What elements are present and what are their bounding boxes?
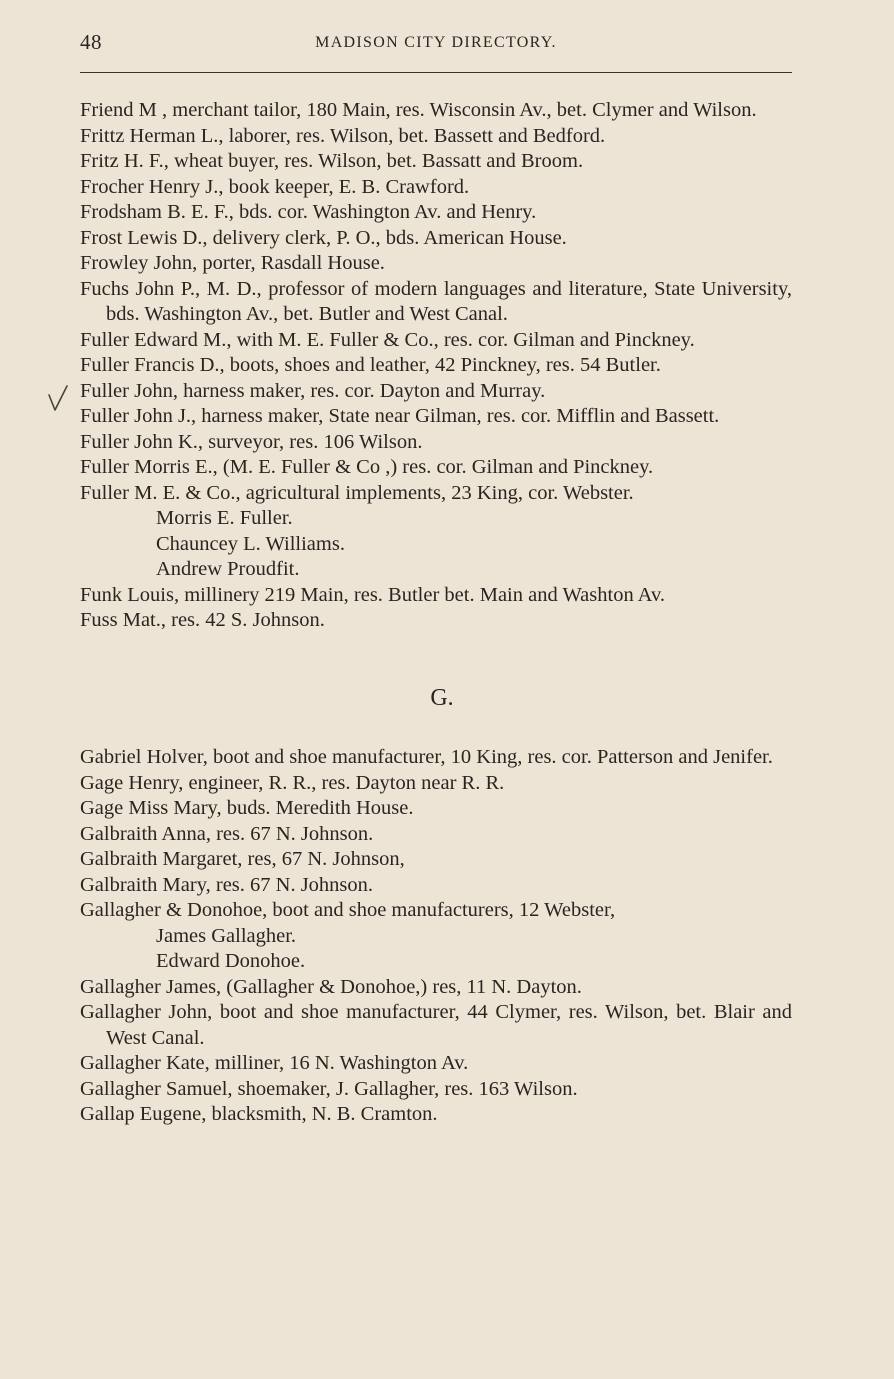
directory-entry: Fuss Mat., res. 42 S. Johnson.	[80, 609, 325, 631]
directory-entry: Fuller John K., surveyor, res. 106 Wilson.	[80, 430, 423, 453]
firm-member: Morris E. Fuller.	[156, 507, 293, 529]
directory-entry: Fuller John, harness maker, res. cor. Dayton and Murray.	[80, 379, 546, 402]
directory-entry: Fuchs John P., M. D., professor of modern languages and literature, State University, bds. Washington Av., bet. Butler and West Canal.	[80, 277, 792, 325]
firm-member: Andrew Proudfit.	[156, 558, 300, 580]
directory-entry: Gallagher James, (Gallagher & Donohoe,) res, 11 N. Dayton.	[80, 975, 582, 998]
directory-entry: Gallagher & Donohoe, boot and shoe manufacturers, 12 Webster,	[80, 899, 616, 921]
directory-entry: Fuller Morris E., (M. E. Fuller & Co ,) res. cor. Gilman and Pinckney.	[80, 456, 654, 478]
directory-entry: Funk Louis, millinery 219 Main, res. Butler bet. Main and Washton Av.	[80, 583, 666, 606]
running-title: MADISON CITY DIRECTORY.	[315, 34, 557, 51]
directory-entry: Frowley John, porter, Rasdall House.	[80, 252, 385, 274]
directory-entry: Gallagher Kate, milliner, 16 N. Washington Av.	[80, 1052, 469, 1074]
directory-entry: Gage Henry, engineer, R. R., res. Dayton near R. R.	[80, 771, 505, 794]
directory-entry: Gallagher John, boot and shoe manufacturer, 44 Clymer, res. Wilson, bet. Blair and West Canal.	[80, 1001, 792, 1049]
check-mark-icon	[46, 383, 70, 413]
firm-member: James Gallagher.	[156, 924, 297, 947]
directory-entry: Gage Miss Mary, buds. Meredith House.	[80, 797, 414, 819]
directory-entry: Frost Lewis D., delivery clerk, P. O., bds. American House.	[80, 226, 567, 249]
directory-entry: Frittz Herman L., laborer, res. Wilson, bet. Bassett and Bedford.	[80, 124, 606, 147]
directory-entry: Gallagher Samuel, shoemaker, J. Gallagher, res. 163 Wilson.	[80, 1077, 578, 1100]
firm-member: Chauncey L. Williams.	[156, 532, 345, 555]
directory-entry: Frodsham B. E. F., bds. cor. Washington Av. and Henry.	[80, 201, 537, 223]
directory-entry: Galbraith Mary, res. 67 N. Johnson.	[80, 873, 374, 896]
directory-entry: Frocher Henry J., book keeper, E. B. Crawford.	[80, 175, 470, 198]
directory-entry: Fuller M. E. & Co., agricultural implements, 23 King, cor. Webster.	[80, 481, 634, 504]
directory-entry: Galbraith Margaret, res, 67 N. Johnson,	[80, 848, 405, 870]
section-heading: G.	[430, 684, 454, 711]
directory-entry: Fritz H. F., wheat buyer, res. Wilson, bet. Bassatt and Broom.	[80, 150, 584, 172]
firm-member: Edward Donohoe.	[156, 950, 306, 972]
page-number: 48	[80, 30, 102, 54]
directory-entry: Fuller Francis D., boots, shoes and leather, 42 Pinckney, res. 54 Butler.	[80, 354, 661, 376]
directory-entry: Gabriel Holver, boot and shoe manufacturer, 10 King, res. cor. Patterson and Jenifer.	[80, 746, 773, 768]
directory-entry: Fuller John J., harness maker, State near Gilman, res. cor. Mifflin and Bassett.	[80, 405, 720, 427]
directory-entry: Fuller Edward M., with M. E. Fuller & Co., res. cor. Gilman and Pinckney.	[80, 328, 695, 351]
page-header	[80, 28, 792, 58]
header-rule	[80, 72, 792, 73]
directory-entries	[80, 98, 792, 1128]
directory-entry: Galbraith Anna, res. 67 N. Johnson.	[80, 822, 374, 845]
directory-entry: Friend M , merchant tailor, 180 Main, res. Wisconsin Av., bet. Clymer and Wilson.	[80, 99, 757, 121]
directory-entry: Gallap Eugene, blacksmith, N. B. Cramton.	[80, 1103, 438, 1125]
